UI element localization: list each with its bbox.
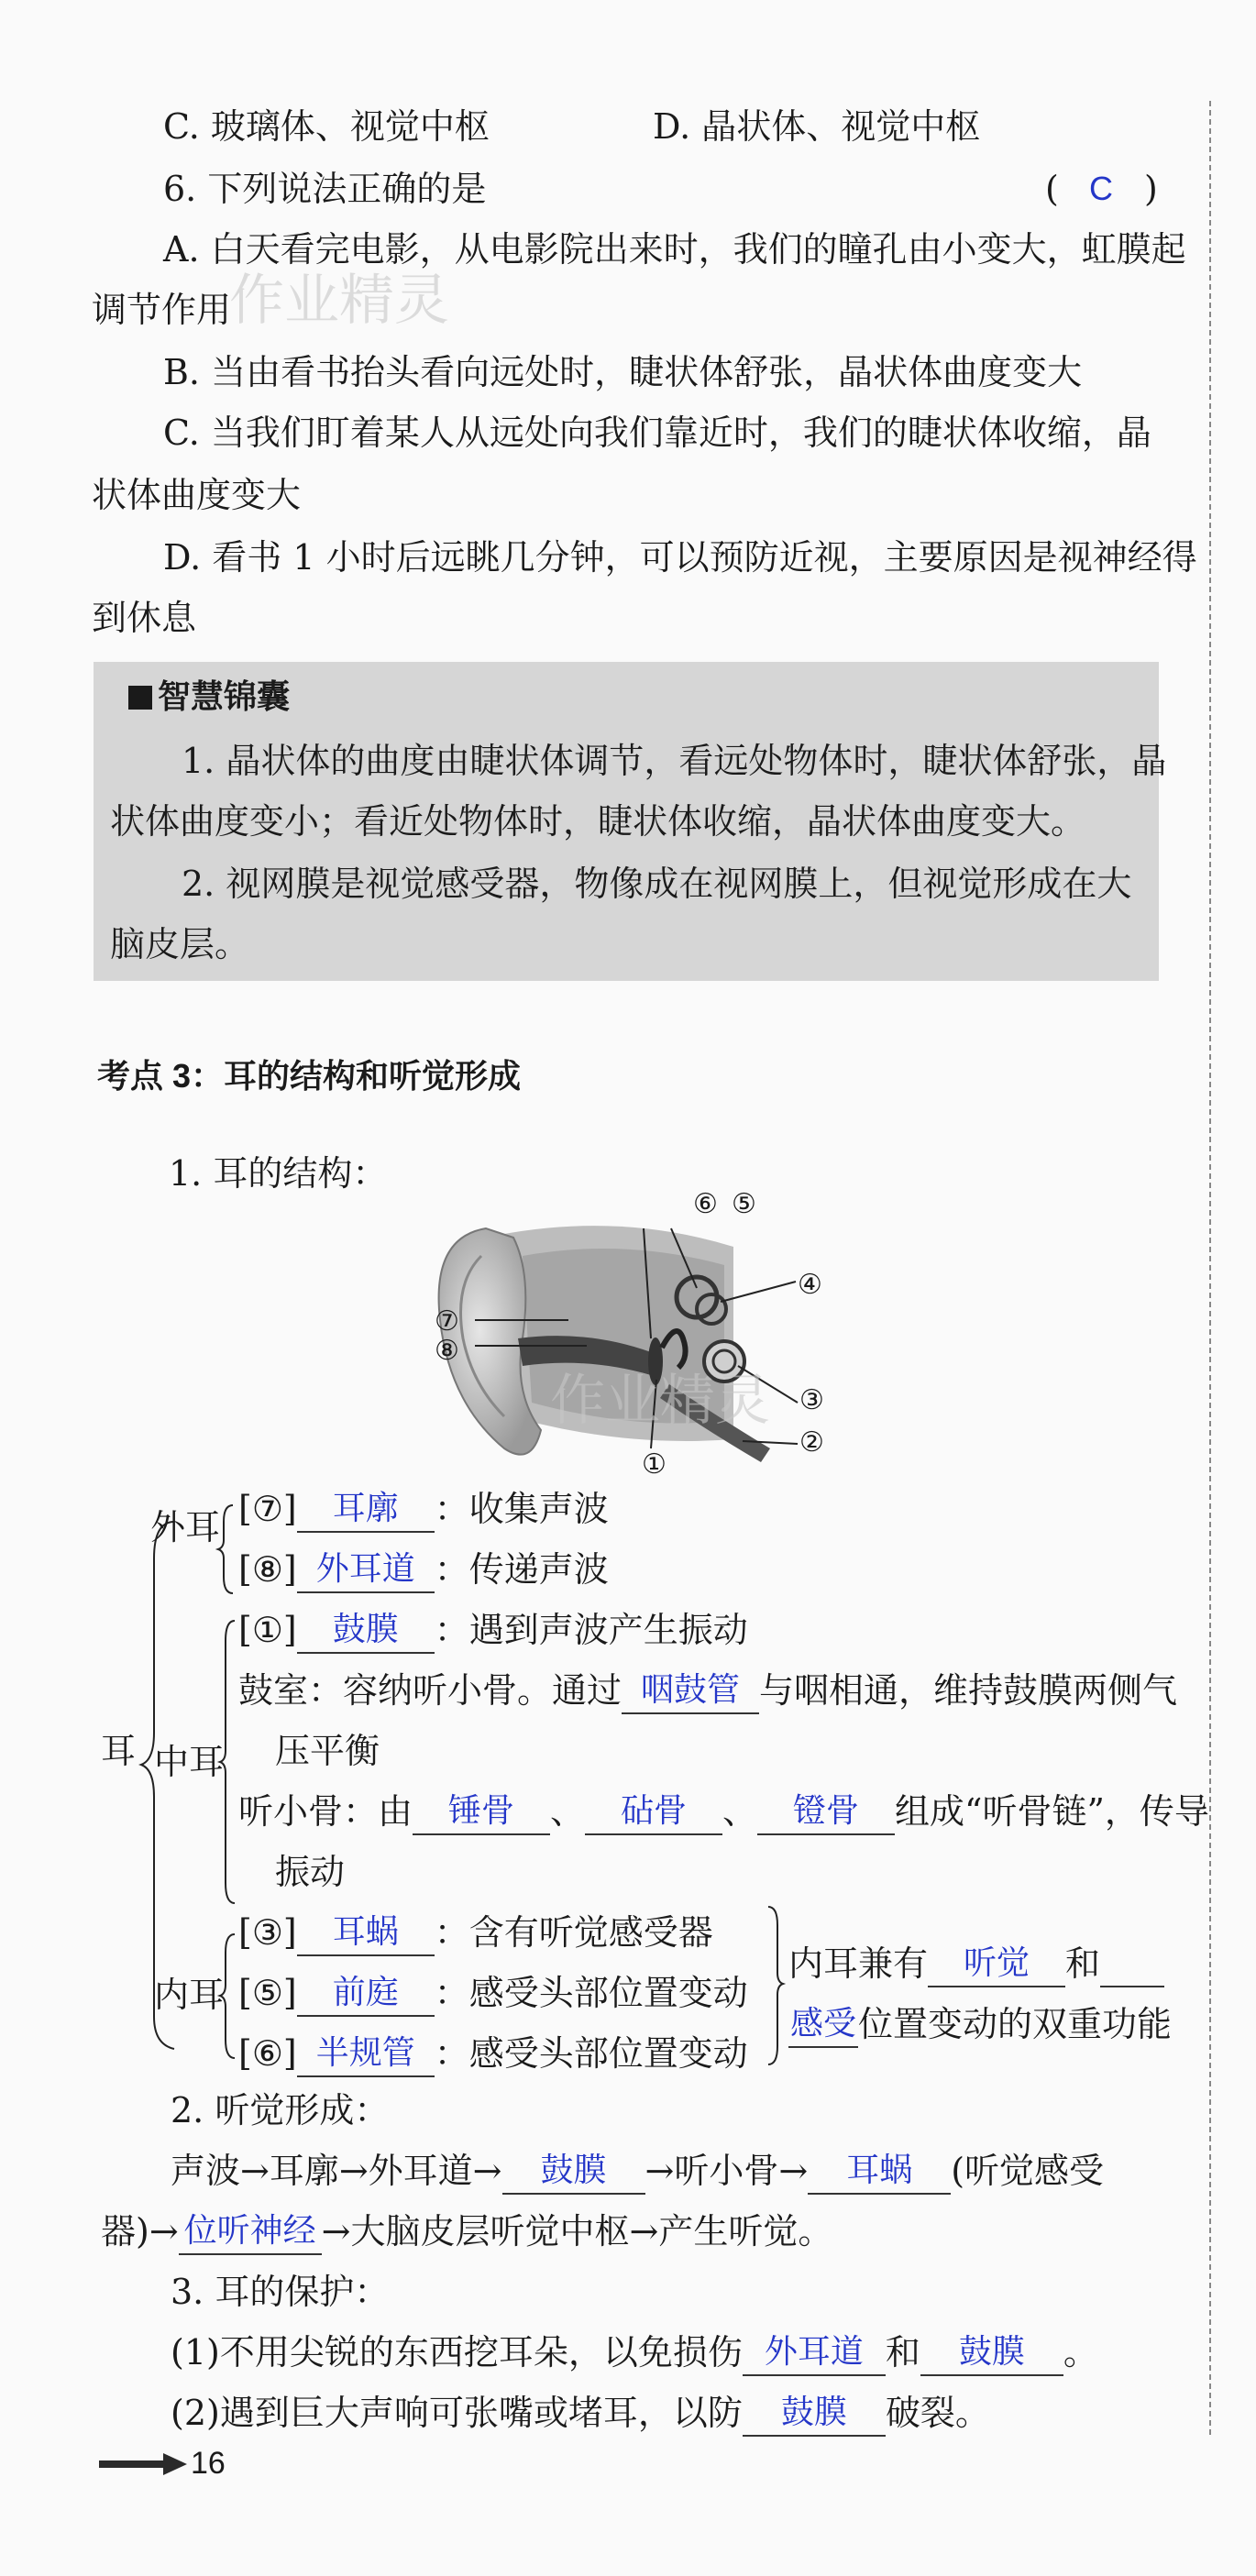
answer-h-nerve: 位听神经 <box>183 2211 316 2249</box>
middle-row-1: [①] 鼓膜 ：遇到声波产生振动 <box>238 1606 748 1654</box>
q6-option-d: D. 看书 1 小时后远眺几分钟，可以预防近视，主要原因是视神经得 <box>163 537 1197 578</box>
q5-option-d: D. 晶状体、视觉中枢 <box>653 106 981 147</box>
tree-inner-ear: 内耳 <box>154 1975 225 2015</box>
q6-paren-close: ) <box>1144 169 1158 209</box>
section-title: 考点 3：耳的结构和听觉形成 <box>97 1057 522 1095</box>
protect-line-2: (2)遇到巨大声响可张嘴或堵耳，以防 鼓膜 破裂。 <box>171 2389 990 2437</box>
answer-h-cochlea: 耳蜗 <box>846 2151 913 2188</box>
q6-option-a-cont: 调节作用 <box>92 290 232 330</box>
answer-vestibule: 前庭 <box>332 1973 399 2010</box>
inner-side-line-2: 感受位置变动的双重功能 <box>788 2000 1172 2048</box>
outer-row-2: [⑧] 外耳道 ：传递声波 <box>238 1546 609 1593</box>
answer-sense: 感受 <box>789 2004 856 2042</box>
tree-root-ear: 耳 <box>101 1731 137 1771</box>
ear-label-8: ⑧ <box>435 1335 459 1367</box>
inner-row-3: [⑥] 半规管 ：感受头部位置变动 <box>238 2030 748 2077</box>
ear-label-2: ② <box>799 1426 824 1459</box>
q6-option-a: A. 白天看完电影，从电影院出来时，我们的瞳孔由小变大，虹膜起 <box>163 229 1186 270</box>
tree-middle-ear: 中耳 <box>154 1742 225 1782</box>
tips-line-4: 脑皮层。 <box>110 924 250 964</box>
q6-answer: C <box>1089 170 1113 207</box>
inner-row-2: [⑤] 前庭 ：感受头部位置变动 <box>238 1969 748 2017</box>
answer-stapes: 镫骨 <box>793 1791 860 1829</box>
answer-p2-eardrum: 鼓膜 <box>780 2393 847 2430</box>
answer-auricle: 耳廓 <box>332 1489 399 1526</box>
ear-label-7: ⑦ <box>435 1305 459 1338</box>
q6-option-c: C. 当我们盯着某人从远处向我们靠近时，我们的睫状体收缩，晶 <box>163 413 1151 453</box>
q6-option-c-cont: 状体曲度变大 <box>92 475 302 515</box>
q6-stem: 6. 下列说法正确的是 <box>163 169 487 209</box>
tips-square-icon <box>128 686 152 710</box>
answer-cochlea: 耳蜗 <box>332 1912 399 1950</box>
q6-option-d-cont: 到休息 <box>92 598 197 638</box>
watermark-top: 作业精灵 <box>229 270 449 331</box>
tips-line-1: 1. 晶状体的曲度由睫状体调节，看远处物体时，睫状体舒张，晶 <box>182 741 1167 781</box>
q6-paren-open: ( <box>1045 169 1059 209</box>
answer-hearing: 听觉 <box>964 1943 1030 1981</box>
ear-label-3: ③ <box>799 1384 824 1416</box>
inner-side-line-1: 内耳兼有 听觉 和 <box>788 1940 1164 1987</box>
arrow-icon <box>99 2453 187 2475</box>
answer-p-eardrum: 鼓膜 <box>958 2332 1025 2370</box>
middle-row-3-cont: 振动 <box>275 1852 346 1892</box>
protect-line-1: (1)不用尖锐的东西挖耳朵，以免损伤 外耳道 和 鼓膜 。 <box>171 2328 1098 2376</box>
tips-line-3: 2. 视网膜是视觉感受器，物像成在视网膜上，但视觉形成在大 <box>182 864 1132 904</box>
tips-title: 智慧锦囊 <box>158 677 291 716</box>
structure-heading: 1. 耳的结构： <box>169 1153 388 1194</box>
middle-row-2: 鼓室：容纳听小骨。通过 咽鼓管 与咽相通，维持鼓膜两侧气 <box>238 1667 1177 1714</box>
tips-line-2: 状体曲度变小；看近处物体时，睫状体收缩，晶状体曲度变大。 <box>110 801 1086 842</box>
watermark-mid: 作业精灵 <box>550 1370 770 1431</box>
hearing-heading: 2. 听觉形成： <box>171 2090 390 2130</box>
tree-outer-ear: 外耳 <box>150 1507 221 1547</box>
answer-malleus: 锤骨 <box>448 1791 515 1829</box>
protect-heading: 3. 耳的保护： <box>171 2272 390 2312</box>
ear-label-5: ⑤ <box>732 1188 756 1220</box>
answer-semicircular: 半规管 <box>315 2033 415 2071</box>
q6-option-b: B. 当由看书抬头看向远处时，睫状体舒张，晶状体曲度变大 <box>163 352 1083 392</box>
page-number: 16 <box>191 2446 226 2481</box>
answer-eustachian: 咽鼓管 <box>641 1670 741 1708</box>
q5-option-c: C. 玻璃体、视觉中枢 <box>163 106 490 147</box>
ear-label-4: ④ <box>798 1269 822 1301</box>
ear-label-1: ① <box>642 1448 667 1481</box>
answer-ear-canal: 外耳道 <box>315 1549 415 1587</box>
hearing-line-2: 器)→ 位听神经 →大脑皮层听觉中枢→产生听觉。 <box>101 2207 832 2255</box>
inner-right-brace <box>765 1903 787 2068</box>
answer-eardrum: 鼓膜 <box>332 1610 399 1647</box>
answer-p-canal: 外耳道 <box>764 2332 864 2370</box>
middle-row-2-cont: 压平衡 <box>275 1731 380 1771</box>
middle-row-3: 听小骨：由 锤骨 、 砧骨 、 镫骨 组成“听骨链”，传导 <box>238 1788 1209 1835</box>
page-edge-decoration <box>1201 101 1219 2438</box>
answer-h-eardrum: 鼓膜 <box>540 2151 607 2188</box>
outer-row-1: [⑦] 耳廓 ：收集声波 <box>238 1485 609 1533</box>
ear-label-6: ⑥ <box>693 1188 718 1220</box>
answer-incus: 砧骨 <box>621 1791 688 1829</box>
hearing-line-1: 声波→耳廓→外耳道→ 鼓膜 →听小骨→ 耳蜗 (听觉感受 <box>171 2147 1104 2195</box>
inner-row-1: [③] 耳蜗 ：含有听觉感受器 <box>238 1909 713 1956</box>
